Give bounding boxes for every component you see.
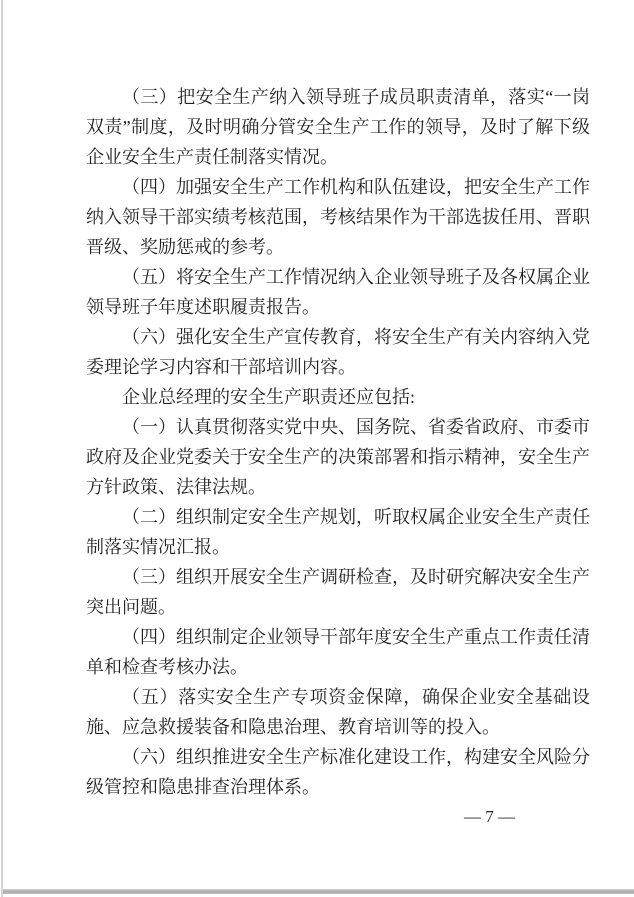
paragraph-gm-duties-intro: 企业总经理的安全生产职责还应包括: bbox=[122, 387, 415, 407]
scan-bottom-edge-strip bbox=[3, 889, 634, 894]
paragraph-gm-item-5: （五）落实安全生产专项资金保障，确保企业安全基础设施、应急救援装备和隐患治理、教育培训等的投入。 bbox=[86, 687, 590, 737]
document-text-block bbox=[86, 82, 590, 802]
paragraph-item-6-duty: （六）强化安全生产宣传教育，将安全生产有关内容纳入党委理论学习内容和干部培训内容。 bbox=[86, 327, 590, 377]
paragraph-gm-item-6: （六）组织推进安全生产标准化建设工作，构建安全风险分级管控和隐患排查治理体系。 bbox=[86, 747, 590, 797]
paragraph-gm-item-4: （四）组织制定企业领导干部年度安全生产重点工作责任清单和检查考核办法。 bbox=[86, 627, 590, 677]
paragraph-item-5-duty: （五）将安全生产工作情况纳入企业领导班子及各权属企业领导班子年度述职履责报告。 bbox=[86, 267, 590, 317]
paragraph-gm-item-3: （三）组织开展安全生产调研检查，及时研究解决安全生产突出问题。 bbox=[86, 567, 590, 617]
paragraph-gm-item-1: （一）认真贯彻落实党中央、国务院、省委省政府、市委市政府及企业党委关于安全生产的决策部署和指示精神，安全生产方针政策、法律法规。 bbox=[86, 417, 590, 497]
paragraph-item-4-duty: （四）加强安全生产工作机构和队伍建设，把安全生产工作纳入领导干部实绩考核范围，考核结果作为干部选拔任用、晋职晋级、奖励惩戒的参考。 bbox=[86, 177, 590, 257]
scan-left-edge-line bbox=[1, 0, 3, 897]
paragraph-gm-item-2: （二）组织制定安全生产规划，听取权属企业安全生产责任制落实情况汇报。 bbox=[86, 507, 590, 557]
paragraph-item-3-duty: （三）把安全生产纳入领导班子成员职责清单，落实“一岗双责”制度，及时明确分管安全生产工作的领导，及时了解下级企业安全生产责任制落实情况。 bbox=[86, 87, 590, 167]
page-number: — 7 — bbox=[464, 807, 515, 826]
